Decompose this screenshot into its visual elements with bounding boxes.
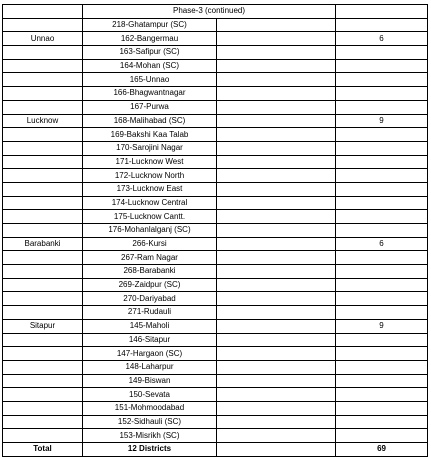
- table-row: [3, 128, 428, 142]
- constituency-cell: 150-Sevata: [83, 388, 217, 402]
- count-cell: [336, 347, 428, 361]
- spacer-cell: [217, 429, 336, 443]
- spacer-cell: [217, 32, 336, 46]
- count-cell: [336, 388, 428, 402]
- constituency-cell: 218-Ghatampur (SC): [83, 18, 217, 32]
- district-cell: [3, 401, 83, 415]
- district-cell: [3, 141, 83, 155]
- table-row: [3, 347, 428, 361]
- count-cell: [336, 182, 428, 196]
- district-cell: [3, 429, 83, 443]
- spacer-cell: [217, 401, 336, 415]
- district-cell: [3, 196, 83, 210]
- district-cell: Lucknow: [3, 114, 83, 128]
- spacer-cell: [217, 388, 336, 402]
- constituency-cell: 153-Misrikh (SC): [83, 429, 217, 443]
- table-row: [3, 46, 428, 60]
- constituency-cell: 148-Laharpur: [83, 360, 217, 374]
- table-row: [3, 292, 428, 306]
- spacer-cell: [217, 18, 336, 32]
- spacer-cell: [217, 100, 336, 114]
- spacer-cell: [217, 374, 336, 388]
- constituency-cell: 267-Ram Nagar: [83, 251, 217, 265]
- district-cell: [3, 87, 83, 101]
- count-cell: [336, 374, 428, 388]
- count-cell: [336, 278, 428, 292]
- spacer-cell: [217, 415, 336, 429]
- district-cell: [3, 100, 83, 114]
- total-districts: 12 Districts: [83, 443, 217, 457]
- count-cell: [336, 169, 428, 183]
- table-row: [3, 87, 428, 101]
- district-cell: [3, 210, 83, 224]
- district-cell: [3, 333, 83, 347]
- table-row: [3, 18, 428, 32]
- count-cell: [336, 306, 428, 320]
- constituency-cell: 171-Lucknow West: [83, 155, 217, 169]
- spacer-cell: [217, 210, 336, 224]
- count-cell: [336, 128, 428, 142]
- table-row: [3, 100, 428, 114]
- count-cell: [336, 265, 428, 279]
- spacer-cell: [217, 46, 336, 60]
- count-cell: [336, 224, 428, 238]
- count-cell: [336, 46, 428, 60]
- district-cell: [3, 128, 83, 142]
- table-row: [3, 155, 428, 169]
- spacer-cell: [217, 224, 336, 238]
- constituency-cell: 172-Lucknow North: [83, 169, 217, 183]
- district-cell: [3, 73, 83, 87]
- table-row: [3, 114, 428, 128]
- constituency-cell: 271-Rudauli: [83, 306, 217, 320]
- count-cell: [336, 333, 428, 347]
- count-cell: 9: [336, 319, 428, 333]
- constituency-cell: 145-Maholi: [83, 319, 217, 333]
- table-row: [3, 360, 428, 374]
- constituency-table: [2, 4, 428, 457]
- table-row: [3, 333, 428, 347]
- table-row: [3, 182, 428, 196]
- district-cell: [3, 265, 83, 279]
- table-row: [3, 59, 428, 73]
- constituency-cell: 164-Mohan (SC): [83, 59, 217, 73]
- count-cell: [336, 251, 428, 265]
- district-cell: [3, 347, 83, 361]
- total-row: [3, 443, 428, 457]
- constituency-cell: 165-Unnao: [83, 73, 217, 87]
- spacer-cell: [217, 196, 336, 210]
- district-cell: [3, 374, 83, 388]
- district-cell: [3, 278, 83, 292]
- spacer-cell: [217, 128, 336, 142]
- table-row: [3, 224, 428, 238]
- constituency-cell: 152-Sidhauli (SC): [83, 415, 217, 429]
- table-row: [3, 265, 428, 279]
- total-label: Total: [3, 443, 83, 457]
- count-cell: [336, 210, 428, 224]
- table-row: [3, 32, 428, 46]
- spacer-cell: [217, 169, 336, 183]
- count-cell: 9: [336, 114, 428, 128]
- district-cell: [3, 388, 83, 402]
- district-cell: Sitapur: [3, 319, 83, 333]
- count-cell: [336, 73, 428, 87]
- constituency-cell: 168-Malihabad (SC): [83, 114, 217, 128]
- table-row: [3, 196, 428, 210]
- district-cell: [3, 292, 83, 306]
- constituency-cell: 266-Kursi: [83, 237, 217, 251]
- constituency-cell: 169-Bakshi Kaa Talab: [83, 128, 217, 142]
- district-cell: [3, 169, 83, 183]
- constituency-cell: 269-Zaidpur (SC): [83, 278, 217, 292]
- spacer-cell: [217, 265, 336, 279]
- count-cell: [336, 100, 428, 114]
- table-row: [3, 429, 428, 443]
- spacer-cell: [217, 251, 336, 265]
- table-row: [3, 73, 428, 87]
- district-cell: [3, 224, 83, 238]
- constituency-cell: 163-Safipur (SC): [83, 46, 217, 60]
- spacer-cell: [217, 87, 336, 101]
- constituency-cell: 146-Sitapur: [83, 333, 217, 347]
- table-row: [3, 169, 428, 183]
- count-cell: [336, 59, 428, 73]
- constituency-cell: 162-Bangermau: [83, 32, 217, 46]
- count-cell: [336, 292, 428, 306]
- spacer-cell: [217, 237, 336, 251]
- heading-row: [3, 5, 428, 19]
- count-cell: [336, 360, 428, 374]
- count-cell: [336, 18, 428, 32]
- total-count: 69: [336, 443, 428, 457]
- count-cell: [336, 196, 428, 210]
- phase-heading: Phase-3 (continued): [83, 5, 336, 19]
- constituency-cell: 175-Lucknow Cantt.: [83, 210, 217, 224]
- heading-left-spacer: [3, 5, 83, 19]
- district-cell: [3, 59, 83, 73]
- table-row: [3, 401, 428, 415]
- count-cell: 6: [336, 237, 428, 251]
- spacer-cell: [217, 319, 336, 333]
- district-cell: Unnao: [3, 32, 83, 46]
- table-row: [3, 319, 428, 333]
- spacer-cell: [217, 306, 336, 320]
- district-cell: [3, 360, 83, 374]
- spacer-cell: [217, 59, 336, 73]
- table-row: [3, 415, 428, 429]
- constituency-cell: 268-Barabanki: [83, 265, 217, 279]
- spacer-cell: [217, 182, 336, 196]
- table-row: [3, 141, 428, 155]
- count-cell: [336, 155, 428, 169]
- table-row: [3, 388, 428, 402]
- district-cell: [3, 251, 83, 265]
- constituency-cell: 147-Hargaon (SC): [83, 347, 217, 361]
- count-cell: 6: [336, 32, 428, 46]
- count-cell: [336, 415, 428, 429]
- spacer-cell: [217, 278, 336, 292]
- constituency-cell: 151-Mohmoodabad: [83, 401, 217, 415]
- count-cell: [336, 87, 428, 101]
- table-row: [3, 306, 428, 320]
- constituency-cell: 173-Lucknow East: [83, 182, 217, 196]
- count-cell: [336, 401, 428, 415]
- count-cell: [336, 429, 428, 443]
- constituency-cell: 166-Bhagwantnagar: [83, 87, 217, 101]
- spacer-cell: [217, 73, 336, 87]
- district-cell: [3, 18, 83, 32]
- constituency-cell: 176-Mohanlalganj (SC): [83, 224, 217, 238]
- count-cell: [336, 141, 428, 155]
- spacer-cell: [217, 333, 336, 347]
- constituency-cell: 170-Sarojini Nagar: [83, 141, 217, 155]
- spacer-cell: [217, 155, 336, 169]
- table-row: [3, 278, 428, 292]
- spacer-cell: [217, 347, 336, 361]
- district-cell: [3, 415, 83, 429]
- spacer-cell: [217, 292, 336, 306]
- table-body: [3, 5, 428, 457]
- district-cell: [3, 155, 83, 169]
- table-row: [3, 210, 428, 224]
- constituency-cell: 270-Dariyabad: [83, 292, 217, 306]
- constituency-cell: 167-Purwa: [83, 100, 217, 114]
- table-row: [3, 374, 428, 388]
- heading-right-spacer: [336, 5, 428, 19]
- table-row: [3, 237, 428, 251]
- district-cell: [3, 182, 83, 196]
- constituency-cell: 149-Biswan: [83, 374, 217, 388]
- district-cell: [3, 46, 83, 60]
- spacer-cell: [217, 114, 336, 128]
- total-constituency-spacer: [217, 443, 336, 457]
- table-row: [3, 251, 428, 265]
- spacer-cell: [217, 360, 336, 374]
- constituency-cell: 174-Lucknow Central: [83, 196, 217, 210]
- spacer-cell: [217, 141, 336, 155]
- district-cell: [3, 306, 83, 320]
- district-cell: Barabanki: [3, 237, 83, 251]
